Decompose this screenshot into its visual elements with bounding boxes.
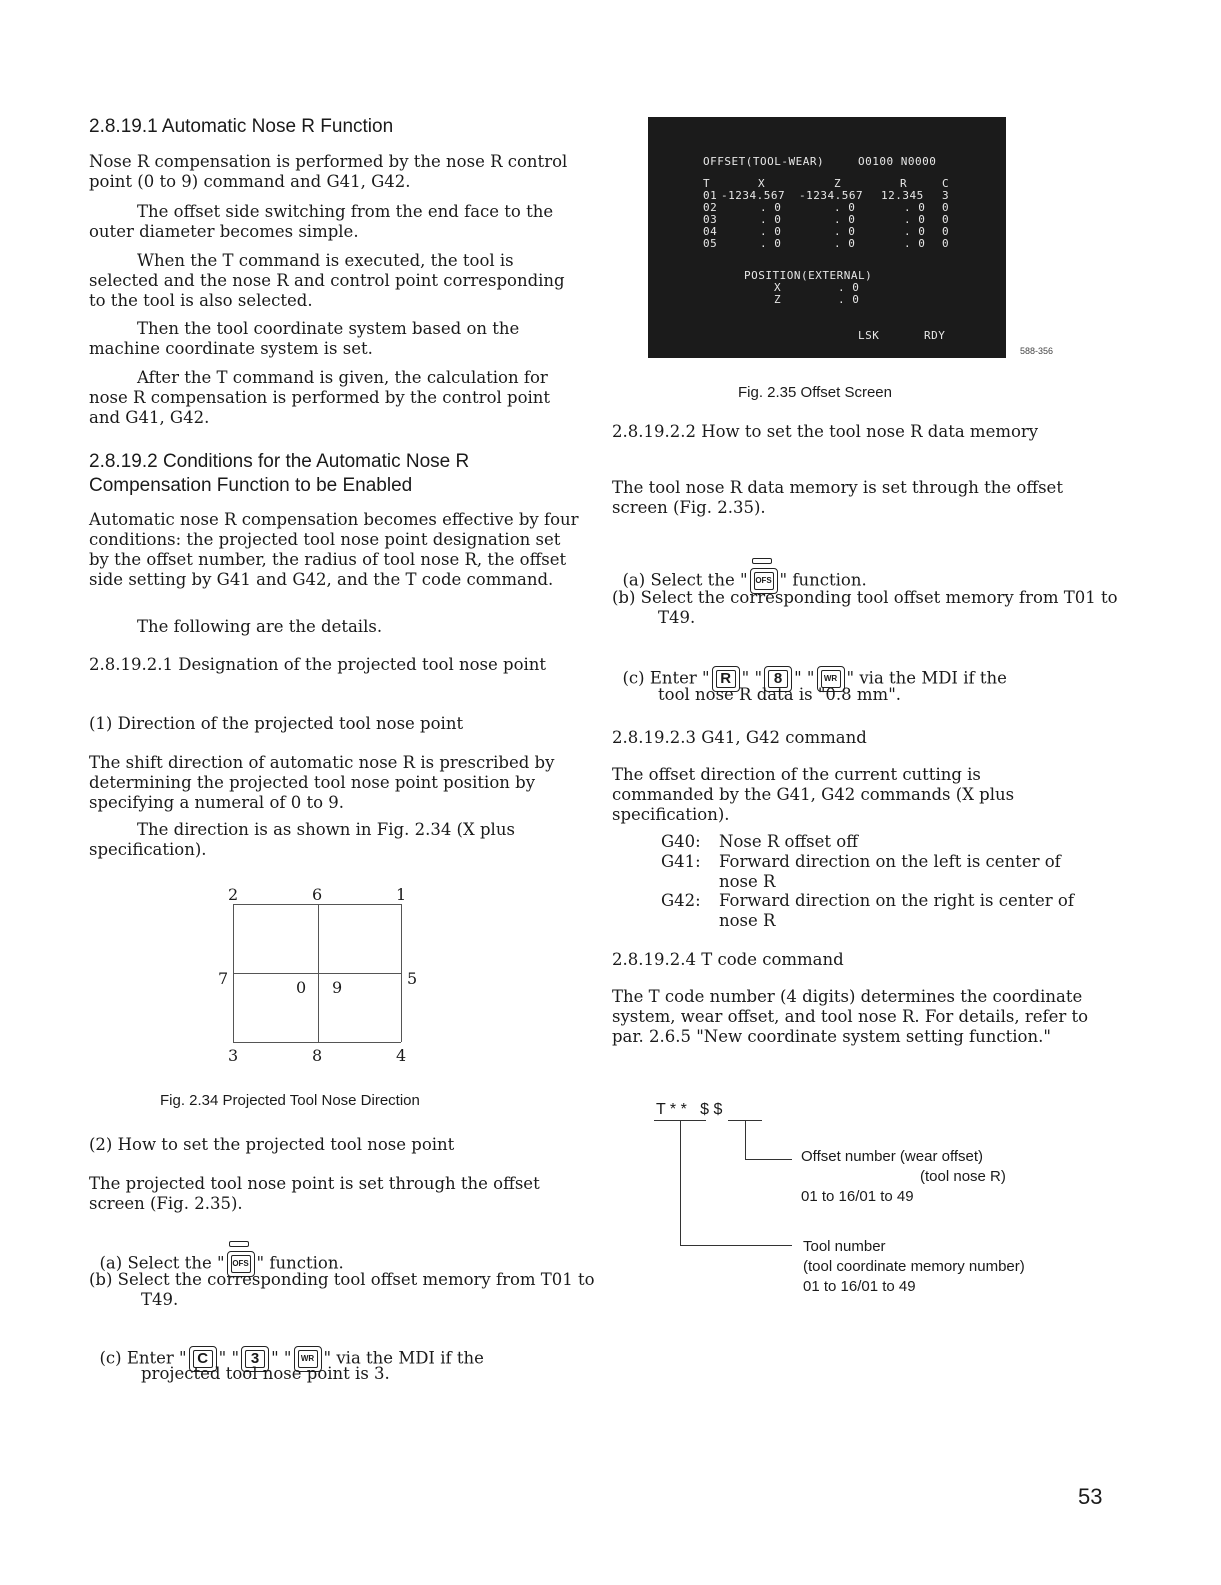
- paragraph: The offset direction of the current cutting is commanded by the G41, G42 commands (X plus specification).: [612, 765, 1015, 824]
- key-label: WR: [821, 670, 841, 688]
- screen-cell: . 0: [904, 201, 926, 214]
- paragraph: The offset side switching from the end face to the outer diameter becomes simple.: [89, 202, 554, 241]
- step-text: (a) Select the ": [99, 1253, 225, 1273]
- paragraph: When the T command is executed, the tool is selected and the nose R and control point corresponding to the tool is also selected.: [89, 251, 565, 310]
- screen-cell: Z: [774, 293, 782, 306]
- screen-cell: . 0: [904, 213, 926, 226]
- paragraph: The following are the details.: [137, 617, 383, 636]
- offset-number-sublabel: (tool nose R): [920, 1168, 1006, 1185]
- screen-cell: -1234.567: [799, 189, 864, 202]
- step-c-continuation: tool nose R data is "0.8 mm".: [658, 685, 902, 704]
- g40-label: G40:: [661, 832, 701, 851]
- section-heading-2-8-19-2: 2.8.19.2 Conditions for the Automatic Nose R Compensation Function to be Enabled: [89, 451, 470, 496]
- diagram-label: 1: [396, 885, 407, 904]
- step-text: (a) Select the ": [622, 570, 748, 590]
- screen-cell: 05: [703, 237, 718, 250]
- diagram-label: 6: [312, 885, 323, 904]
- key-label: OFS: [231, 1255, 251, 1273]
- subsection-heading-2-8-19-2-4: 2.8.19.2.4 T code command: [612, 950, 844, 969]
- list-item: (2) How to set the projected tool nose point: [89, 1135, 455, 1154]
- diagram-label: 0: [296, 978, 307, 997]
- paragraph: The projected tool nose point is set through the offset screen (Fig. 2.35).: [89, 1174, 540, 1213]
- screen-cell: 04: [703, 225, 718, 238]
- step-text: " ": [271, 1348, 292, 1368]
- step-text: (c) Enter ": [99, 1348, 187, 1368]
- screen-cell: . 0: [760, 201, 782, 214]
- step-text: " ": [741, 668, 763, 688]
- screen-cell: . 0: [838, 293, 860, 306]
- screen-cell: X: [774, 281, 782, 294]
- diagram-label: 3: [228, 1046, 239, 1065]
- figure-caption-2-34: Fig. 2.34 Projected Tool Nose Direction: [160, 1092, 420, 1109]
- screen-cell: . 0: [904, 225, 926, 238]
- g42-text: Forward direction on the right is center of nose R: [719, 891, 1074, 930]
- screen-cell: . 0: [834, 201, 856, 214]
- screen-col-header: C: [942, 177, 950, 190]
- tool-number-sublabel: (tool coordinate memory number): [803, 1258, 1025, 1275]
- screen-col-header: T: [703, 177, 711, 190]
- screen-cell: 0: [942, 201, 950, 214]
- step-b-left: (b) Select the corresponding tool offset memory from T01 to T49.: [89, 1270, 595, 1309]
- g41-label: G41:: [661, 852, 701, 871]
- screen-col-header: Z: [834, 177, 842, 190]
- diagram-label: 7: [218, 969, 229, 988]
- key-label: C: [193, 1350, 213, 1368]
- diagram-label: 9: [332, 978, 343, 997]
- page-number: 53: [1078, 1484, 1103, 1509]
- figure-caption-2-35: Fig. 2.35 Offset Screen: [738, 384, 892, 401]
- step-text: " via the MDI if the: [323, 1348, 484, 1368]
- paragraph: Then the tool coordinate system based on the machine coordinate system is set.: [89, 319, 520, 358]
- screen-lsk: LSK: [858, 329, 880, 342]
- list-item: (1) Direction of the projected tool nose point: [89, 714, 464, 733]
- key-label: OFS: [754, 572, 774, 590]
- diagram-label: 8: [312, 1046, 323, 1065]
- tool-number-label: Tool number: [803, 1238, 886, 1255]
- g41-text: Forward direction on the left is center of nose R: [719, 852, 1061, 891]
- screen-cell: . 0: [834, 225, 856, 238]
- screen-cell: 0: [942, 213, 950, 226]
- key-label: 8: [768, 670, 788, 688]
- step-text: " ": [794, 668, 815, 688]
- g40-text: Nose R offset off: [719, 832, 858, 851]
- t-code-diagram: [650, 1096, 1110, 1306]
- screen-col-header: R: [900, 177, 908, 190]
- step-b-right: (b) Select the corresponding tool offset memory from T01 to T49.: [612, 588, 1118, 627]
- projected-tool-nose-diagram: [200, 882, 440, 1072]
- screen-cell: 0: [942, 225, 950, 238]
- offset-screen-image: [648, 117, 1006, 358]
- paragraph: Nose R compensation is performed by the nose R control point (0 to 9) command and G41, G42.: [89, 152, 568, 191]
- screen-cell: . 0: [834, 213, 856, 226]
- step-text: " function.: [256, 1253, 344, 1273]
- tool-number-range: 01 to 16/01 to 49: [803, 1278, 916, 1295]
- paragraph: The T code number (4 digits) determines the coordinate system, wear offset, and tool nose R. For details, refer to par. 2.6.5 "New coordinate system setting function.": [612, 987, 1089, 1046]
- screen-cell: 02: [703, 201, 718, 214]
- screen-cell: . 0: [838, 281, 860, 294]
- diagram-label: 5: [407, 969, 418, 988]
- subsection-heading-2-8-19-2-3: 2.8.19.2.3 G41, G42 command: [612, 728, 867, 747]
- screen-cell: . 0: [760, 225, 782, 238]
- paragraph: The tool nose R data memory is set through the offset screen (Fig. 2.35).: [612, 478, 1063, 517]
- paragraph: The direction is as shown in Fig. 2.34 (X plus specification).: [89, 820, 515, 859]
- figure-code: 588-356: [1020, 346, 1054, 356]
- diagram-label: 2: [228, 885, 239, 904]
- step-text: " via the MDI if the: [846, 668, 1007, 688]
- diagram-label: 4: [396, 1046, 407, 1065]
- screen-cell: . 0: [760, 237, 782, 250]
- paragraph: After the T command is given, the calculation for nose R compensation is performed by the control point and G41, G42.: [89, 368, 551, 427]
- screen-col-header: X: [758, 177, 766, 190]
- section-heading-2-8-19-1: 2.8.19.1 Automatic Nose R Function: [89, 116, 394, 137]
- t-code-format: T * * $ $: [656, 1101, 723, 1118]
- screen-cell: . 0: [760, 213, 782, 226]
- step-text: " function.: [779, 570, 867, 590]
- screen-cell: 3: [942, 189, 950, 202]
- screen-position-title: POSITION(EXTERNAL): [744, 269, 873, 282]
- key-label: R: [716, 670, 736, 688]
- screen-cell: -1234.567: [721, 189, 786, 202]
- offset-number-range: 01 to 16/01 to 49: [801, 1188, 914, 1205]
- screen-rdy: RDY: [924, 329, 946, 342]
- subsection-heading-2-8-19-2-1: 2.8.19.2.1 Designation of the projected tool nose point: [89, 655, 547, 674]
- key-label: WR: [298, 1350, 318, 1368]
- subsection-heading-2-8-19-2-2: 2.8.19.2.2 How to set the tool nose R data memory: [612, 422, 1039, 441]
- screen-cell: 01: [703, 189, 718, 202]
- screen-program: O0100 N0000: [858, 155, 937, 168]
- screen-title: OFFSET(TOOL-WEAR): [703, 155, 825, 168]
- screen-cell: . 0: [834, 237, 856, 250]
- screen-cell: 03: [703, 213, 718, 226]
- step-text: (c) Enter ": [622, 668, 710, 688]
- screen-cell: 12.345: [881, 189, 924, 202]
- screen-cell: . 0: [904, 237, 926, 250]
- screen-cell: 0: [942, 237, 950, 250]
- paragraph: Automatic nose R compensation becomes effective by four conditions: the projected tool nose point designation set by the offset number, the radius of tool nose R, the offset side setting by G41 and G42, and the T code command.: [89, 510, 579, 589]
- g42-label: G42:: [661, 891, 701, 910]
- paragraph: The shift direction of automatic nose R is prescribed by determining the projected tool nose point position by specifying a numeral of 0 to 9.: [89, 753, 555, 812]
- step-c-continuation: projected tool nose point is 3.: [141, 1364, 390, 1383]
- step-text: " ": [218, 1348, 240, 1368]
- key-label: 3: [245, 1350, 265, 1368]
- offset-number-label: Offset number (wear offset): [801, 1148, 984, 1165]
